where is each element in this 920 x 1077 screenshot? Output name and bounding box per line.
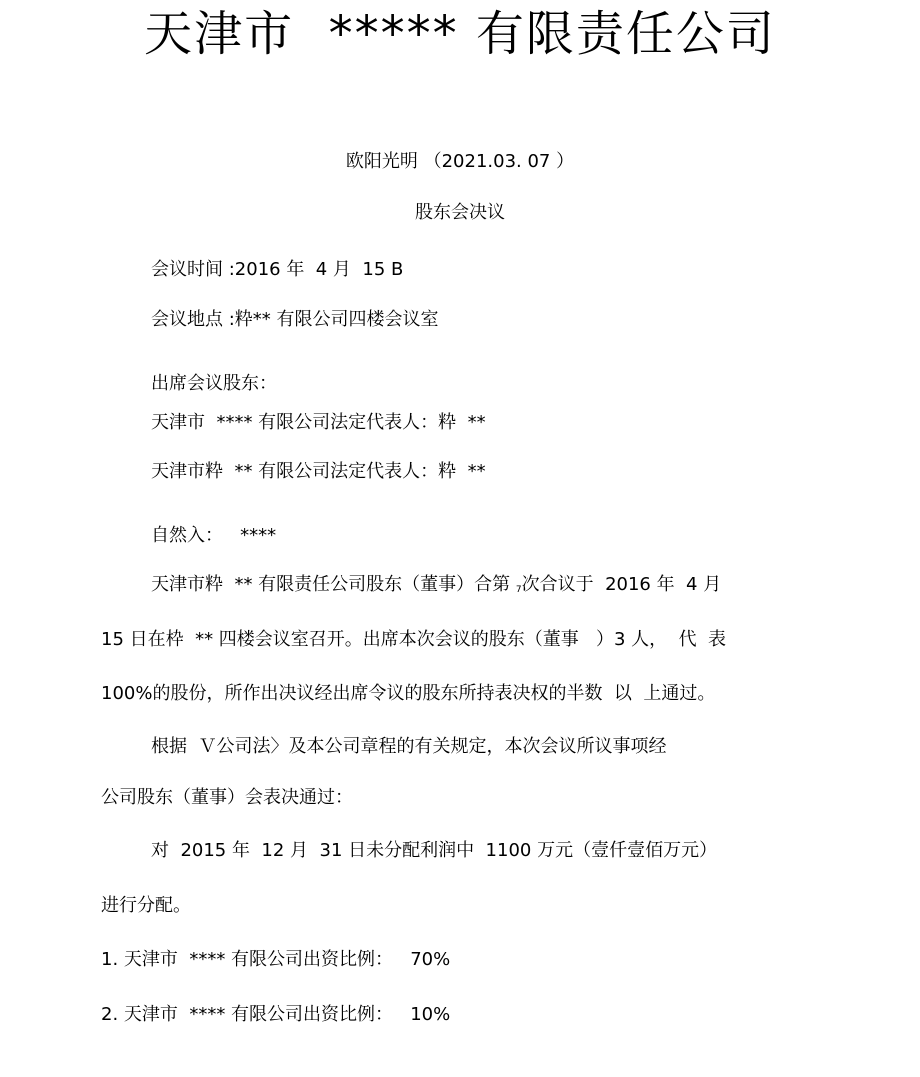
paragraph-meeting-line-1: [151, 573, 721, 602]
paragraph-profit-line-1: 对 2015 年 12 月 31 日未分配利润中 1100 万元（壹仟壹佰万元）: [151, 840, 718, 861]
paragraph-basis-line-2: 公司股东（董事）会表决通过：: [101, 787, 353, 808]
document-type-heading: 股东会决议: [415, 202, 505, 223]
author-date: 欧阳光明 （2021.03. 07 ）: [345, 151, 575, 172]
paragraph-meeting-line-3: 100%的股份，所作出决议经出席令议的股东所持表决权的半数 以 上通过。: [101, 683, 716, 704]
attendees-heading: 出席会议股东：: [151, 373, 277, 394]
paragraph-basis-line-1: 根据 Ｖ公司法〉及本公司章程的有关规定，本次会议所议事项经: [151, 736, 667, 757]
paragraph-meeting-line-1-post: 次合议于 2016 年 4 月: [521, 574, 722, 595]
attendee-item: 天津市 **** 有限公司法定代表人：粋 **: [151, 412, 486, 433]
company-title: 天津市 ***** 有限责任公司: [144, 6, 776, 62]
paragraph-meeting-line-1-pre: 天津市粋 ** 有限责任公司股东（董事）合第: [151, 574, 516, 595]
paragraph-profit-line-2: 进行分配。: [101, 895, 191, 916]
allocation-item: 1. 天津市 **** 有限公司出资比例： 70%: [101, 949, 451, 970]
meeting-number: 7: [515, 585, 522, 595]
allocation-item: 2. 天津市 **** 有限公司出资比例： 10%: [101, 1004, 451, 1025]
meeting-time: 会议时间 :2016 年 4 月 15 B: [151, 259, 404, 280]
attendee-item: 天津市粋 ** 有限公司法定代表人：粋 **: [151, 461, 486, 482]
paragraph-meeting-line-2: 15 日在枠 ** 四楼会议室召开。出席本次会议的股东（董事 ）3 人， 代 表: [101, 629, 727, 650]
natural-person: 自然入： ****: [151, 525, 277, 546]
meeting-place: 会议地点 :粋** 有限公司四楼会议室: [151, 309, 439, 330]
